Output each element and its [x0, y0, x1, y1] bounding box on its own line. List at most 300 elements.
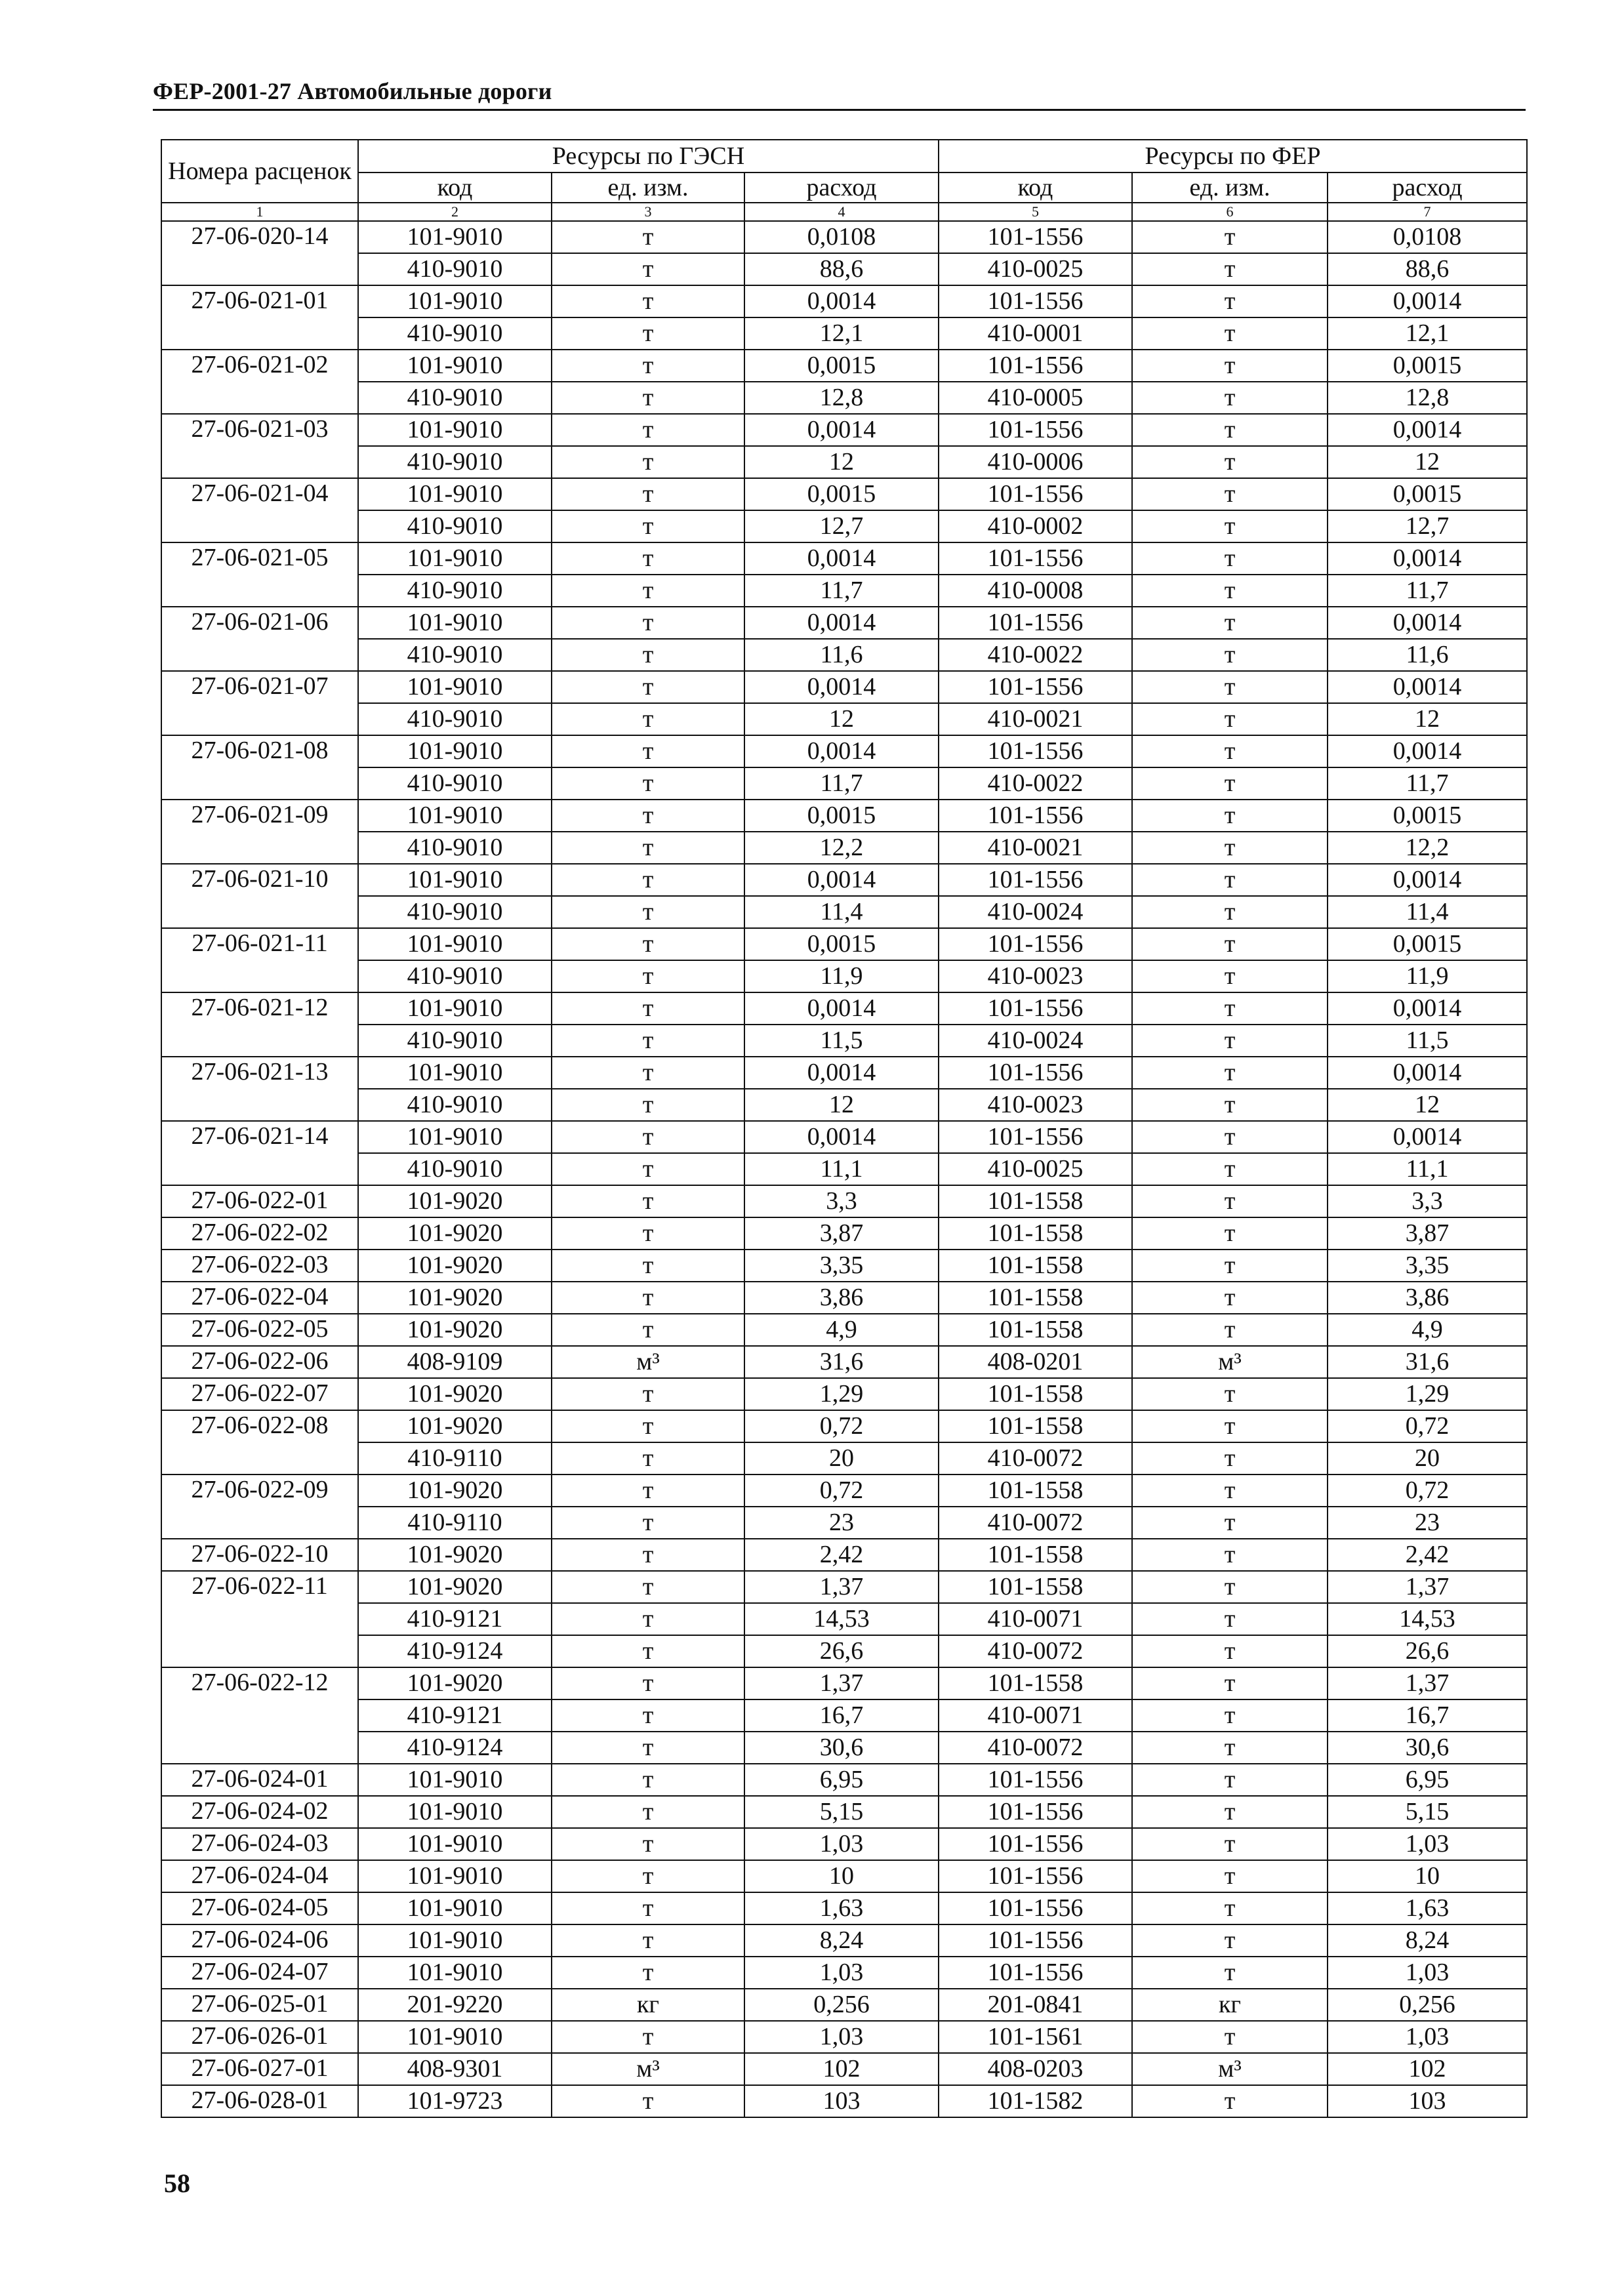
gesn-unit-cell: т: [552, 414, 744, 446]
gesn-amount-cell: 0,0015: [744, 350, 939, 382]
gesn-code-cell: 101-9010: [358, 800, 552, 832]
gesn-code-cell: 101-9010: [358, 864, 552, 896]
fer-code-cell: 101-1558: [939, 1314, 1132, 1346]
fer-code-cell: 410-0025: [939, 253, 1132, 285]
gesn-unit-cell: т: [552, 253, 744, 285]
table-row: [161, 1957, 1527, 1989]
gesn-unit-cell: т: [552, 1667, 744, 1699]
gesn-amount-cell: 12: [744, 703, 939, 735]
rate-number-cell: 27-06-021-08: [161, 735, 358, 800]
fer-amount-cell: 12,8: [1328, 382, 1527, 414]
gesn-code-cell: 101-9010: [358, 221, 552, 253]
fer-code-cell: 410-0008: [939, 575, 1132, 607]
gesn-amount-cell: 0,0015: [744, 478, 939, 510]
fer-amount-cell: 11,4: [1328, 896, 1527, 928]
fer-code-cell: 101-1556: [939, 1957, 1132, 1989]
gesn-code-cell: 101-9020: [358, 1667, 552, 1699]
gesn-code-cell: 410-9010: [358, 510, 552, 542]
gesn-unit-cell: т: [552, 285, 744, 317]
gesn-unit-cell: т: [552, 382, 744, 414]
table-row: [161, 1603, 1527, 1635]
column-number: 7: [1328, 203, 1527, 221]
fer-amount-cell: 11,5: [1328, 1025, 1527, 1057]
gesn-unit-cell: т: [552, 1507, 744, 1539]
fer-amount-cell: 1,37: [1328, 1571, 1527, 1603]
gesn-unit-cell: т: [552, 1892, 744, 1924]
gesn-unit-cell: т: [552, 2085, 744, 2117]
table-row: [161, 350, 1527, 382]
fer-unit-cell: м³: [1132, 2053, 1328, 2085]
fer-code-cell: 410-0021: [939, 832, 1132, 864]
fer-amount-cell: 11,7: [1328, 767, 1527, 800]
rate-number-cell: 27-06-022-12: [161, 1667, 358, 1764]
gesn-amount-cell: 3,35: [744, 1250, 939, 1282]
fer-unit-cell: т: [1132, 1250, 1328, 1282]
document-title: ФЕР-2001-27 Автомобильные дороги: [153, 78, 552, 104]
gesn-code-cell: 101-9010: [358, 671, 552, 703]
gesn-code-cell: 101-9723: [358, 2085, 552, 2117]
gesn-unit-cell: т: [552, 2021, 744, 2053]
fer-amount-cell: 1,63: [1328, 1892, 1527, 1924]
fer-code-cell: 101-1558: [939, 1410, 1132, 1442]
fer-code-cell: 410-0023: [939, 960, 1132, 992]
fer-code-cell: 410-0025: [939, 1153, 1132, 1185]
rate-number-cell: 27-06-024-02: [161, 1796, 358, 1828]
table-row: [161, 1057, 1527, 1089]
fer-amount-cell: 4,9: [1328, 1314, 1527, 1346]
fer-unit-cell: т: [1132, 2085, 1328, 2117]
gesn-amount-cell: 1,37: [744, 1667, 939, 1699]
fer-unit-cell: т: [1132, 1539, 1328, 1571]
fer-code-cell: 410-0072: [939, 1442, 1132, 1475]
fer-unit-cell: т: [1132, 896, 1328, 928]
fer-unit-cell: т: [1132, 446, 1328, 478]
gesn-amount-cell: 12: [744, 1089, 939, 1121]
gesn-unit-cell: т: [552, 510, 744, 542]
gesn-amount-cell: 102: [744, 2053, 939, 2085]
fer-amount-cell: 0,0015: [1328, 350, 1527, 382]
fer-unit-cell: т: [1132, 2021, 1328, 2053]
gesn-unit-cell: т: [552, 478, 744, 510]
fer-amount-cell: 0,0014: [1328, 992, 1527, 1025]
fer-code-cell: 101-1556: [939, 1828, 1132, 1860]
gesn-amount-cell: 3,3: [744, 1185, 939, 1217]
fer-code-cell: 101-1556: [939, 542, 1132, 575]
gesn-unit-cell: т: [552, 1539, 744, 1571]
fer-code-cell: 101-1556: [939, 285, 1132, 317]
fer-unit-cell: т: [1132, 703, 1328, 735]
gesn-unit-cell: т: [552, 1153, 744, 1185]
table-row: [161, 832, 1527, 864]
fer-unit-cell: т: [1132, 1378, 1328, 1410]
gesn-amount-cell: 0,0014: [744, 542, 939, 575]
rate-number-cell: 27-06-022-08: [161, 1410, 358, 1475]
fer-unit-cell: т: [1132, 1796, 1328, 1828]
gesn-code-cell: 410-9010: [358, 703, 552, 735]
gesn-amount-cell: 0,0014: [744, 671, 939, 703]
fer-unit-cell: т: [1132, 510, 1328, 542]
gesn-code-cell: 101-9010: [358, 542, 552, 575]
gesn-unit-cell: т: [552, 1410, 744, 1442]
column-number: 1: [161, 203, 358, 221]
gesn-amount-cell: 0,0015: [744, 928, 939, 960]
gesn-unit-cell: т: [552, 992, 744, 1025]
gesn-code-cell: 101-9020: [358, 1282, 552, 1314]
gesn-code-cell: 410-9010: [358, 253, 552, 285]
rate-number-header: Номера расценок: [161, 140, 358, 203]
fer-amount-cell: 0,72: [1328, 1410, 1527, 1442]
fer-unit-cell: т: [1132, 285, 1328, 317]
gesn-code-cell: 410-9110: [358, 1507, 552, 1539]
fer-amount-cell: 1,03: [1328, 1828, 1527, 1860]
table-row: [161, 1025, 1527, 1057]
gesn-code-cell: 410-9121: [358, 1699, 552, 1732]
fer-unit-header: ед. изм.: [1132, 173, 1328, 203]
fer-amount-cell: 0,0015: [1328, 928, 1527, 960]
gesn-unit-cell: кг: [552, 1989, 744, 2021]
table-row: [161, 414, 1527, 446]
fer-unit-cell: т: [1132, 1699, 1328, 1732]
gesn-unit-cell: т: [552, 575, 744, 607]
gesn-code-cell: 101-9010: [358, 1796, 552, 1828]
table-row: [161, 575, 1527, 607]
fer-code-cell: 101-1558: [939, 1282, 1132, 1314]
gesn-unit-cell: т: [552, 896, 744, 928]
gesn-unit-cell: м³: [552, 2053, 744, 2085]
gesn-unit-cell: т: [552, 735, 744, 767]
gesn-resources-header: Ресурсы по ГЭСН: [358, 140, 939, 173]
gesn-code-cell: 410-9010: [358, 382, 552, 414]
fer-amount-cell: 12,2: [1328, 832, 1527, 864]
fer-unit-cell: т: [1132, 1828, 1328, 1860]
fer-unit-cell: т: [1132, 1635, 1328, 1667]
fer-code-cell: 101-1558: [939, 1475, 1132, 1507]
fer-code-cell: 410-0005: [939, 382, 1132, 414]
gesn-amount-cell: 11,7: [744, 767, 939, 800]
gesn-amount-cell: 11,9: [744, 960, 939, 992]
table-row: [161, 1860, 1527, 1892]
table-row: [161, 767, 1527, 800]
gesn-code-cell: 101-9020: [358, 1571, 552, 1603]
fer-code-cell: 410-0072: [939, 1732, 1132, 1764]
fer-code-cell: 408-0203: [939, 2053, 1132, 2085]
fer-unit-cell: т: [1132, 478, 1328, 510]
fer-code-cell: 201-0841: [939, 1989, 1132, 2021]
gesn-code-cell: 101-9020: [358, 1378, 552, 1410]
rate-number-cell: 27-06-024-06: [161, 1924, 358, 1957]
gesn-unit-cell: т: [552, 1924, 744, 1957]
rate-number-cell: 27-06-028-01: [161, 2085, 358, 2117]
fer-unit-cell: т: [1132, 542, 1328, 575]
fer-code-cell: 410-0021: [939, 703, 1132, 735]
rate-number-cell: 27-06-021-02: [161, 350, 358, 414]
gesn-amount-cell: 3,86: [744, 1282, 939, 1314]
gesn-amount-cell: 6,95: [744, 1764, 939, 1796]
rate-number-cell: 27-06-022-01: [161, 1185, 358, 1217]
fer-code-cell: 101-1556: [939, 864, 1132, 896]
table-row: [161, 542, 1527, 575]
fer-unit-cell: т: [1132, 639, 1328, 671]
fer-amount-cell: 11,9: [1328, 960, 1527, 992]
gesn-unit-cell: т: [552, 864, 744, 896]
fer-code-cell: 101-1556: [939, 478, 1132, 510]
table-row: [161, 1796, 1527, 1828]
table-row: [161, 1378, 1527, 1410]
gesn-code-cell: 101-9020: [358, 1217, 552, 1250]
table-row: [161, 1635, 1527, 1667]
fer-unit-cell: т: [1132, 253, 1328, 285]
fer-amount-cell: 3,86: [1328, 1282, 1527, 1314]
fer-unit-cell: т: [1132, 1089, 1328, 1121]
table-row: [161, 510, 1527, 542]
gesn-amount-cell: 0,0014: [744, 1121, 939, 1153]
gesn-unit-cell: т: [552, 703, 744, 735]
fer-code-cell: 101-1556: [939, 414, 1132, 446]
fer-code-cell: 101-1556: [939, 607, 1132, 639]
fer-unit-cell: т: [1132, 1860, 1328, 1892]
rate-number-cell: 27-06-021-01: [161, 285, 358, 350]
fer-unit-cell: т: [1132, 1603, 1328, 1635]
gesn-code-cell: 410-9010: [358, 639, 552, 671]
table-row: [161, 800, 1527, 832]
gesn-unit-cell: т: [552, 1250, 744, 1282]
gesn-amount-cell: 20: [744, 1442, 939, 1475]
fer-unit-cell: т: [1132, 317, 1328, 350]
fer-amount-cell: 12,7: [1328, 510, 1527, 542]
gesn-code-cell: 101-9010: [358, 1057, 552, 1089]
gesn-amount-cell: 26,6: [744, 1635, 939, 1667]
gesn-code-cell: 410-9010: [358, 767, 552, 800]
gesn-amount-cell: 12,8: [744, 382, 939, 414]
gesn-amount-cell: 11,4: [744, 896, 939, 928]
fer-code-cell: 410-0072: [939, 1507, 1132, 1539]
fer-amount-cell: 1,03: [1328, 2021, 1527, 2053]
gesn-unit-cell: т: [552, 671, 744, 703]
column-number: 3: [552, 203, 744, 221]
table-row: [161, 960, 1527, 992]
fer-code-cell: 101-1556: [939, 1764, 1132, 1796]
rate-number-cell: 27-06-022-11: [161, 1571, 358, 1667]
fer-unit-cell: т: [1132, 992, 1328, 1025]
gesn-code-cell: 410-9010: [358, 1153, 552, 1185]
fer-amount-cell: 0,0014: [1328, 735, 1527, 767]
gesn-amount-cell: 0,0014: [744, 285, 939, 317]
fer-unit-cell: т: [1132, 735, 1328, 767]
fer-amount-cell: 2,42: [1328, 1539, 1527, 1571]
gesn-amount-cell: 5,15: [744, 1796, 939, 1828]
fer-amount-cell: 3,35: [1328, 1250, 1527, 1282]
fer-amount-cell: 14,53: [1328, 1603, 1527, 1635]
rate-number-cell: 27-06-021-04: [161, 478, 358, 542]
rate-number-cell: 27-06-020-14: [161, 221, 358, 285]
table-row: [161, 1153, 1527, 1185]
fer-code-cell: 410-0024: [939, 1025, 1132, 1057]
fer-code-cell: 101-1556: [939, 1860, 1132, 1892]
gesn-code-cell: 101-9020: [358, 1539, 552, 1571]
fer-amount-cell: 23: [1328, 1507, 1527, 1539]
fer-unit-cell: т: [1132, 832, 1328, 864]
gesn-unit-cell: т: [552, 1378, 744, 1410]
fer-code-cell: 410-0071: [939, 1699, 1132, 1732]
gesn-unit-cell: т: [552, 1057, 744, 1089]
fer-amount-cell: 11,7: [1328, 575, 1527, 607]
fer-unit-cell: т: [1132, 1732, 1328, 1764]
gesn-amount-cell: 12: [744, 446, 939, 478]
rate-number-cell: 27-06-021-09: [161, 800, 358, 864]
gesn-amount-cell: 12,7: [744, 510, 939, 542]
table-row: [161, 1475, 1527, 1507]
column-number: 2: [358, 203, 552, 221]
resources-table: [161, 139, 1528, 2118]
table-body: [161, 221, 1527, 2117]
gesn-amount-cell: 1,03: [744, 2021, 939, 2053]
fer-code-cell: 101-1556: [939, 1057, 1132, 1089]
table-row: [161, 317, 1527, 350]
fer-code-cell: 101-1556: [939, 1892, 1132, 1924]
rate-number-cell: 27-06-024-03: [161, 1828, 358, 1860]
gesn-amount-cell: 0,0014: [744, 414, 939, 446]
gesn-code-cell: 410-9010: [358, 1025, 552, 1057]
gesn-code-cell: 410-9010: [358, 896, 552, 928]
rate-number-cell: 27-06-024-07: [161, 1957, 358, 1989]
gesn-amount-cell: 1,37: [744, 1571, 939, 1603]
gesn-code-cell: 101-9010: [358, 1764, 552, 1796]
gesn-amount-cell: 14,53: [744, 1603, 939, 1635]
gesn-amount-cell: 0,72: [744, 1410, 939, 1442]
fer-amount-cell: 0,0015: [1328, 478, 1527, 510]
gesn-unit-cell: т: [552, 317, 744, 350]
gesn-unit-cell: т: [552, 960, 744, 992]
gesn-unit-cell: т: [552, 1089, 744, 1121]
gesn-code-cell: 101-9020: [358, 1185, 552, 1217]
fer-amount-cell: 30,6: [1328, 1732, 1527, 1764]
gesn-unit-cell: т: [552, 221, 744, 253]
table-row: [161, 1507, 1527, 1539]
table-row: [161, 1732, 1527, 1764]
fer-unit-cell: т: [1132, 1025, 1328, 1057]
rate-number-cell: 27-06-022-03: [161, 1250, 358, 1282]
table-row: [161, 1571, 1527, 1603]
fer-amount-cell: 1,37: [1328, 1667, 1527, 1699]
fer-amount-cell: 6,95: [1328, 1764, 1527, 1796]
table-row: [161, 896, 1527, 928]
fer-code-cell: 410-0023: [939, 1089, 1132, 1121]
page-number: 58: [164, 2168, 190, 2198]
gesn-unit-cell: т: [552, 1185, 744, 1217]
table-row: [161, 1121, 1527, 1153]
gesn-unit-cell: т: [552, 607, 744, 639]
table-row: [161, 639, 1527, 671]
gesn-code-cell: 101-9010: [358, 478, 552, 510]
gesn-unit-cell: т: [552, 1732, 744, 1764]
fer-amount-cell: 0,0015: [1328, 800, 1527, 832]
gesn-code-cell: 101-9020: [358, 1475, 552, 1507]
rate-number-cell: 27-06-021-11: [161, 928, 358, 992]
table-row: [161, 1185, 1527, 1217]
gesn-unit-cell: т: [552, 767, 744, 800]
fer-unit-cell: кг: [1132, 1989, 1328, 2021]
table-row: [161, 1442, 1527, 1475]
header-rule: [153, 109, 1526, 111]
gesn-unit-cell: т: [552, 1764, 744, 1796]
gesn-code-cell: 101-9010: [358, 1828, 552, 1860]
gesn-code-cell: 101-9010: [358, 607, 552, 639]
rate-number-cell: 27-06-022-09: [161, 1475, 358, 1539]
gesn-code-cell: 101-9010: [358, 1892, 552, 1924]
gesn-unit-cell: т: [552, 1571, 744, 1603]
gesn-amount-cell: 11,1: [744, 1153, 939, 1185]
table-row: [161, 607, 1527, 639]
gesn-code-cell: 410-9010: [358, 1089, 552, 1121]
gesn-unit-cell: т: [552, 1025, 744, 1057]
table-row: [161, 1410, 1527, 1442]
table-row: [161, 253, 1527, 285]
gesn-amount-cell: 10: [744, 1860, 939, 1892]
gesn-unit-cell: т: [552, 1121, 744, 1153]
fer-unit-cell: т: [1132, 1507, 1328, 1539]
table-row: [161, 1667, 1527, 1699]
fer-unit-cell: т: [1132, 1475, 1328, 1507]
fer-amount-cell: 0,0108: [1328, 221, 1527, 253]
fer-unit-cell: т: [1132, 1442, 1328, 1475]
table-row: [161, 2085, 1527, 2117]
fer-amount-cell: 12,1: [1328, 317, 1527, 350]
fer-unit-cell: т: [1132, 607, 1328, 639]
fer-unit-cell: т: [1132, 382, 1328, 414]
fer-code-cell: 101-1556: [939, 735, 1132, 767]
fer-amount-cell: 12: [1328, 703, 1527, 735]
fer-amount-cell: 0,256: [1328, 1989, 1527, 2021]
rate-number-cell: 27-06-022-05: [161, 1314, 358, 1346]
gesn-unit-cell: т: [552, 1217, 744, 1250]
gesn-amount-cell: 0,0015: [744, 800, 939, 832]
fer-code-cell: 101-1556: [939, 1924, 1132, 1957]
gesn-code-cell: 410-9110: [358, 1442, 552, 1475]
fer-unit-cell: т: [1132, 575, 1328, 607]
gesn-amount-cell: 1,03: [744, 1828, 939, 1860]
fer-code-cell: 101-1556: [939, 992, 1132, 1025]
fer-unit-cell: т: [1132, 1217, 1328, 1250]
table-row: [161, 1699, 1527, 1732]
gesn-amount-cell: 11,7: [744, 575, 939, 607]
gesn-unit-cell: т: [552, 1828, 744, 1860]
table-row: [161, 1828, 1527, 1860]
fer-amount-cell: 11,6: [1328, 639, 1527, 671]
fer-code-cell: 101-1561: [939, 2021, 1132, 2053]
table-row: [161, 1282, 1527, 1314]
gesn-code-cell: 101-9010: [358, 1924, 552, 1957]
fer-unit-cell: т: [1132, 1057, 1328, 1089]
fer-code-header: код: [939, 173, 1132, 203]
gesn-unit-cell: т: [552, 446, 744, 478]
table-row: [161, 1764, 1527, 1796]
gesn-code-cell: 101-9010: [358, 1957, 552, 1989]
gesn-amount-cell: 2,42: [744, 1539, 939, 1571]
gesn-amount-cell: 103: [744, 2085, 939, 2117]
table-row: [161, 446, 1527, 478]
gesn-code-cell: 101-9010: [358, 928, 552, 960]
fer-unit-cell: т: [1132, 671, 1328, 703]
table-row: [161, 992, 1527, 1025]
table-row: [161, 1314, 1527, 1346]
rate-number-cell: 27-06-022-02: [161, 1217, 358, 1250]
gesn-unit-cell: т: [552, 800, 744, 832]
fer-code-cell: 101-1556: [939, 928, 1132, 960]
gesn-code-cell: 101-9010: [358, 1121, 552, 1153]
gesn-amount-cell: 0,0014: [744, 1057, 939, 1089]
fer-amount-cell: 0,0014: [1328, 542, 1527, 575]
gesn-amount-cell: 4,9: [744, 1314, 939, 1346]
